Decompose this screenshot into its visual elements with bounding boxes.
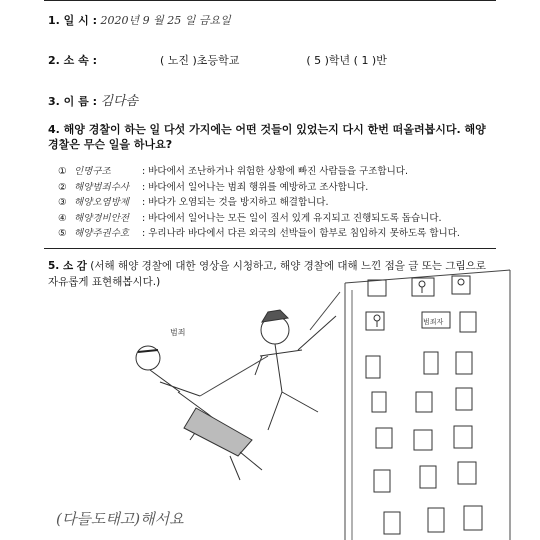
- signature: (다들도태고)해서요: [56, 510, 184, 528]
- list-item: [58, 164, 498, 180]
- question-5-title: 5. 소 감: [48, 260, 87, 272]
- figure-label: 범죄: [170, 328, 186, 337]
- item-number: ⑤: [58, 228, 67, 240]
- item-answer: 해양주권수호: [74, 228, 130, 240]
- item-number: ①: [58, 166, 67, 177]
- school-value: ( 노진 )초등학교: [159, 54, 240, 67]
- item-answer: 해양오염방제: [74, 197, 130, 209]
- question-4-list: [58, 164, 498, 242]
- question-4-title: 4. 해양 경찰이 하는 일 다섯 가지에는 어떤 것들이 있었는지 다시 한번 떠올려봅시다. 해양 경찰은 무슨 일을 하나요?: [48, 123, 486, 151]
- item-description: : 바다에서 일어나는 모든 일이 질서 있게 유지되고 진행되도록 돕습니다.: [142, 212, 442, 224]
- item-number: ④: [58, 212, 67, 224]
- list-item: [58, 195, 498, 211]
- item-description: : 우리나라 바다에서 다른 외국의 선박들이 함부로 침입하지 못하도록 합니다.: [142, 228, 460, 240]
- name-label: 3. 이 름 :: [48, 95, 97, 108]
- list-item: [58, 226, 498, 242]
- top-border: [44, 0, 496, 1]
- list-item: [58, 211, 498, 227]
- item-answer: 해양범죄수사: [74, 181, 130, 193]
- item-description: : 바다에서 일어나는 범죄 행위를 예방하고 조사합니다.: [142, 181, 369, 193]
- name-value: 김다솜: [100, 94, 139, 109]
- question-5: [48, 258, 498, 290]
- sign-label: 범죄자: [423, 318, 444, 326]
- item-answer: 인명구조: [74, 166, 111, 177]
- name-row: [48, 90, 138, 109]
- item-number: ③: [58, 197, 67, 209]
- date-row: [48, 12, 231, 28]
- item-description: : 바다에서 조난하거나 위험한 상황에 빠진 사람들을 구조합니다.: [142, 166, 408, 177]
- item-number: ②: [58, 181, 67, 193]
- date-value: 2020년 9 월 25 일 금요일: [100, 14, 231, 27]
- date-label: 1. 일 시 :: [48, 14, 97, 27]
- item-answer: 해양경비안전: [74, 212, 130, 224]
- grade-class: ( 5 )학년 ( 1 )반: [306, 54, 387, 67]
- list-item: [58, 180, 498, 196]
- school-label: 2. 소 속 :: [48, 54, 97, 67]
- item-description: : 바다가 오염되는 것을 방지하고 해결합니다.: [142, 197, 329, 209]
- question-5-text: (서해 해양 경찰에 대한 영상을 시청하고, 해양 경찰에 대해 느낀 점을 글 또는 그림으로 자유롭게 표현해봅시다.): [48, 260, 486, 288]
- section-divider: [44, 248, 496, 249]
- affiliation-row: [48, 52, 387, 68]
